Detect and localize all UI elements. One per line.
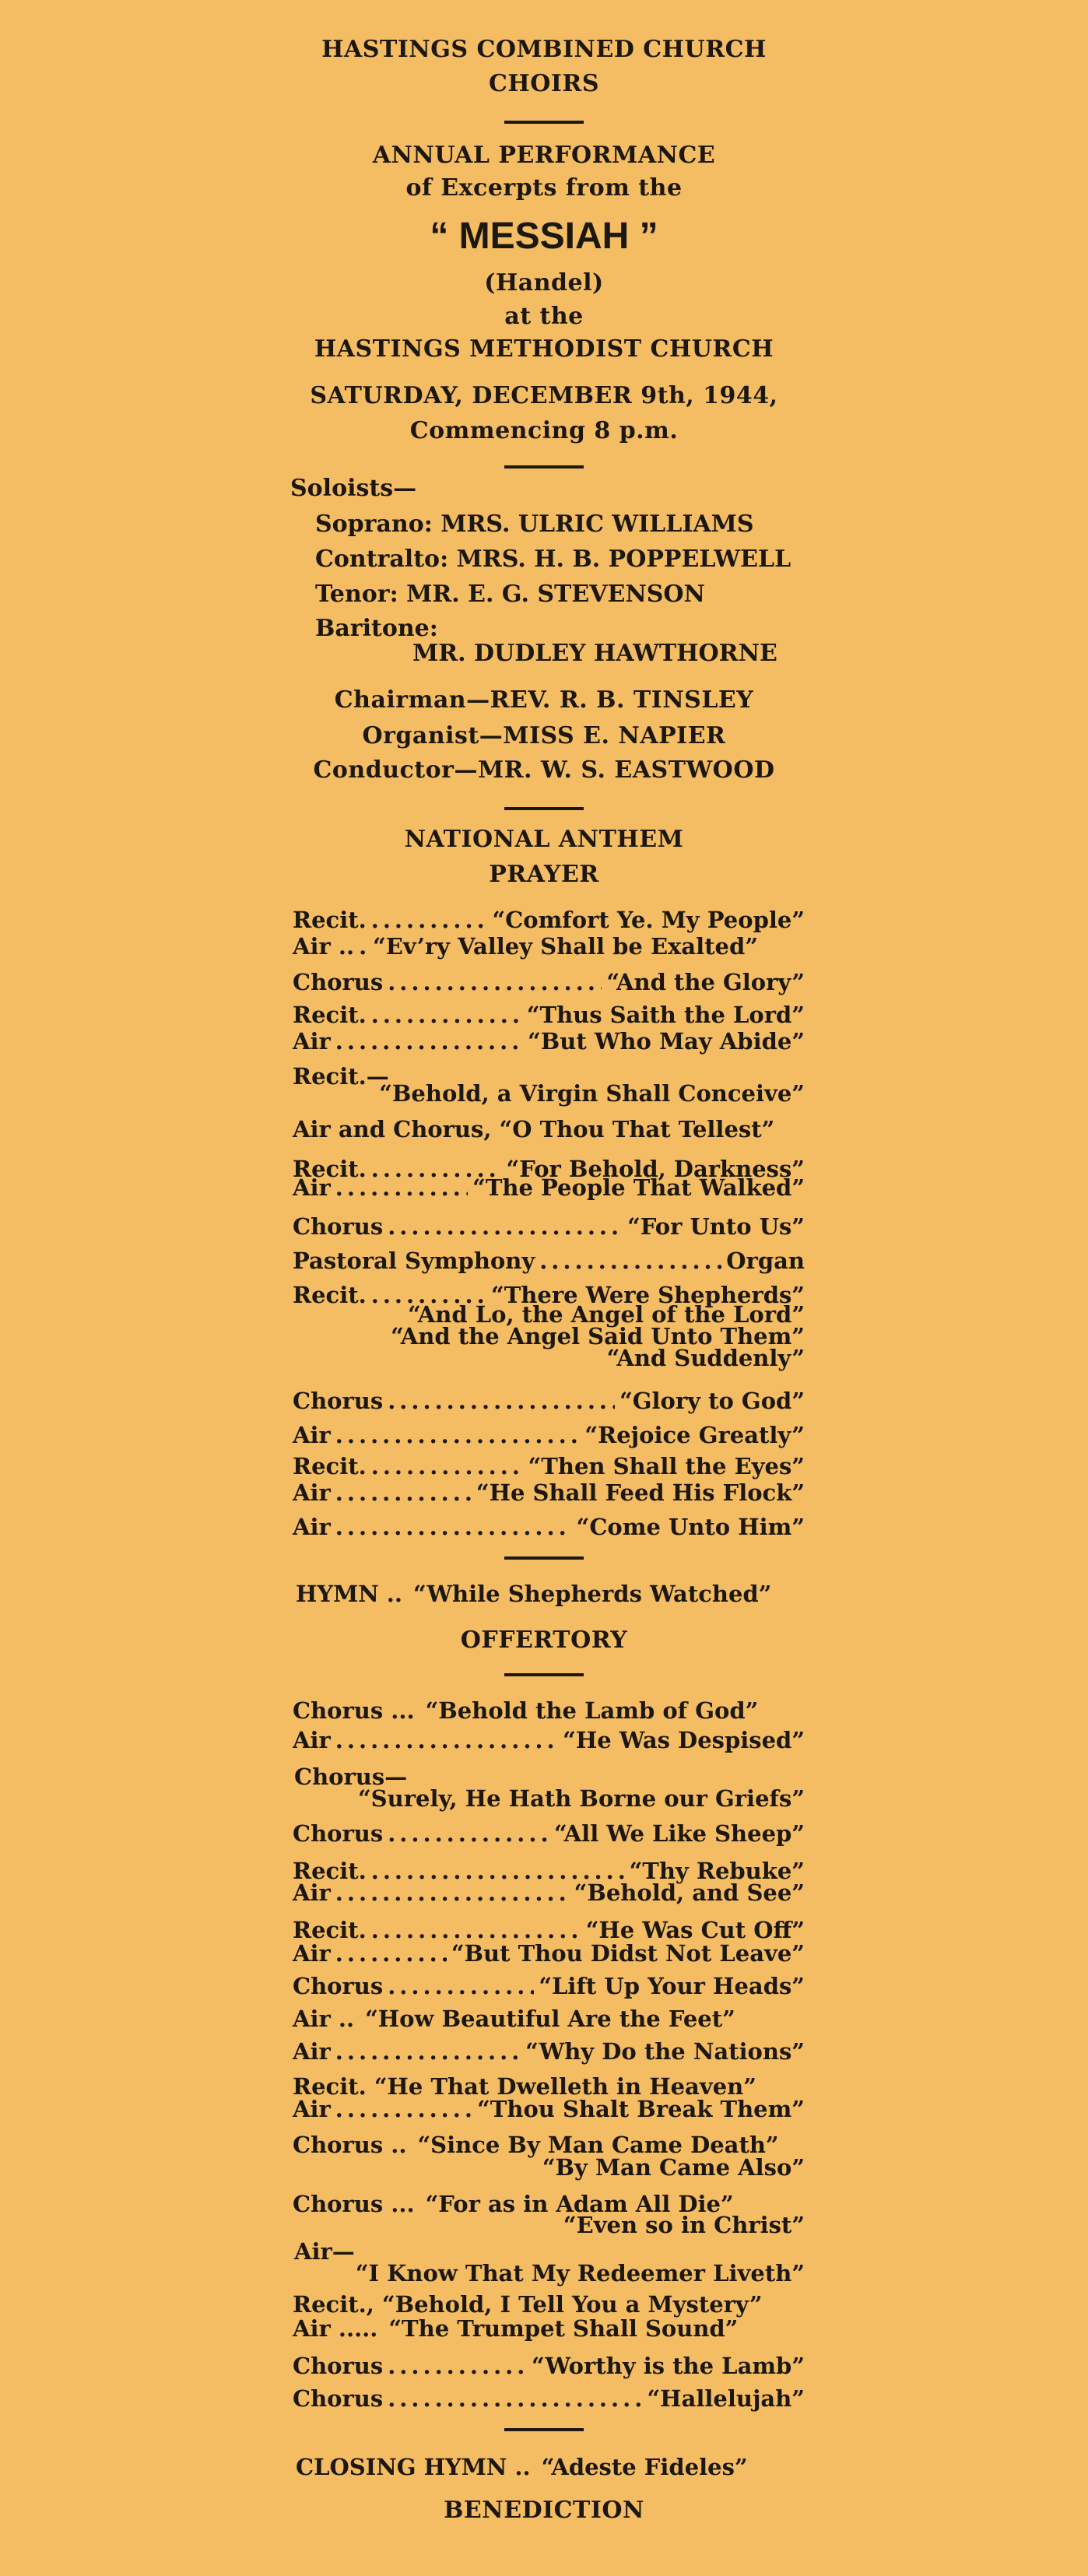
divider-rule (504, 2428, 584, 2431)
venue: HASTINGS METHODIST CHURCH (314, 335, 774, 363)
programme-item: CLOSING HYMN .. “Adeste Fideles” (296, 2454, 748, 2480)
programme-item-label: Recit.— (293, 1063, 389, 1090)
benediction: BENEDICTION (444, 2497, 644, 2524)
divider-rule (504, 465, 584, 469)
soloists-heading: Soloists— (290, 475, 417, 502)
programme-item: Recit. “He That Dwelleth in Heaven” (293, 2073, 756, 2100)
programme-item: Recit. ..... “Comfort Ye. My People” (293, 904, 805, 935)
programme-item: Pastoral Symphony ..... Organ (293, 1245, 805, 1276)
divider-rule (504, 807, 584, 810)
programme-item-title: “And the Angel Said Unto Them” (391, 1323, 805, 1349)
programme-item-title: “And Lo, the Angel of the Lord” (408, 1301, 805, 1328)
programme-item: Air and Chorus, “O Thou That Tellest” (293, 1116, 775, 1142)
organist: Organist—MISS E. NAPIER (362, 722, 726, 749)
soloist-tenor: Tenor: MR. E. G. STEVENSON (315, 581, 705, 608)
soloist-baritone-label: Baritone: (315, 615, 438, 642)
programme-item-title: “Behold, a Virgin Shall Conceive” (379, 1080, 805, 1107)
programme-item: Chorus .. “Since By Man Came Death” (293, 2132, 779, 2158)
divider-rule (504, 121, 584, 124)
composer: (Handel) (484, 269, 604, 297)
programme-item: Air ..... “The Trumpet Shall Sound” (293, 2315, 739, 2342)
soloist-baritone-name: MR. DUDLEY HAWTHORNE (412, 640, 777, 667)
programme-item: Air ..... “He Was Despised” (293, 1725, 805, 1756)
conductor: Conductor—MR. W. S. EASTWOOD (313, 756, 775, 784)
programme-item: Air ..... “Come Unto Him” (293, 1511, 805, 1542)
programme-item: Chorus ..... “And the Glory” (293, 967, 805, 998)
programme-item: Air .. “How Beautiful Are the Feet” (293, 2006, 735, 2032)
programme-item: Chorus ..... “Lift Up Your Heads” (293, 1971, 805, 2002)
offertory: OFFERTORY (460, 1627, 628, 1654)
programme-item: Recit. ..... “Thy Rebuke” (293, 1855, 805, 1886)
programme-item: Chorus ..... “Hallelujah” (293, 2383, 805, 2414)
annual-performance: ANNUAL PERFORMANCE (372, 142, 716, 169)
chairman: Chairman—REV. R. B. TINSLEY (334, 686, 754, 714)
programme-item: Recit., “Behold, I Tell You a Mystery” (293, 2291, 763, 2318)
national-anthem: NATIONAL ANTHEM (404, 826, 684, 853)
programme-item: Recit. ..... “Then Shall the Eyes” (293, 1451, 805, 1482)
programme-item: Air ..... “The People That Walked” (293, 1172, 805, 1203)
programme-item: Air .. ..... “Ev’ry Valley Shall be Exalted” (293, 931, 805, 962)
performance-time: Commencing 8 p.m. (409, 417, 679, 444)
programme-item-title: “Surely, He Hath Borne our Griefs” (358, 1785, 805, 1812)
programme-item-title: “And Suddenly” (606, 1345, 805, 1371)
programme-item: Air ..... “Why Do the Nations” (293, 2036, 805, 2067)
soloist-soprano: Soprano: MRS. ULRIC WILLIAMS (315, 511, 754, 538)
programme-item: Chorus ..... “Worthy is the Lamb” (293, 2350, 805, 2381)
programme-item: Air ..... “Rejoice Greatly” (293, 1420, 805, 1451)
programme-item: Chorus ..... “All We Like Sheep” (293, 1818, 805, 1849)
programme-item-title: “Even so in Christ” (563, 2212, 805, 2238)
programme-item: Chorus ... “Behold the Lamb of God” (293, 1697, 759, 1724)
excerpts-line: of Excerpts from the (405, 174, 683, 202)
page-title: “ MESSIAH ” (430, 216, 658, 257)
programme-item: Chorus ..... “Glory to God” (293, 1385, 805, 1416)
programme-item-label: Chorus— (294, 1764, 408, 1790)
org-line-2: CHOIRS (489, 70, 599, 97)
programme-item: Air ..... “But Thou Didst Not Leave” (293, 1938, 805, 1969)
programme-item: Recit. ..... “For Behold, Darkness” (293, 1153, 805, 1184)
at-line: at the (504, 303, 584, 330)
programme-item: Air ..... “He Shall Feed His Flock” (293, 1477, 805, 1508)
org-line-1: HASTINGS COMBINED CHURCH (321, 36, 767, 63)
programme-item: Recit. ..... “He Was Cut Off” (293, 1914, 805, 1946)
programme-item-title: “I Know That My Redeemer Liveth” (355, 2260, 805, 2286)
programme-item: Air ..... “Behold, and See” (293, 1877, 805, 1908)
programme-item: Air ..... “But Who May Abide” (293, 1026, 805, 1057)
prayer: PRAYER (489, 861, 599, 888)
soloist-contralto: Contralto: MRS. H. B. POPPELWELL (315, 546, 791, 573)
programme-item: Air ..... “Thou Shalt Break Them” (293, 2093, 805, 2125)
programme-item: Recit. ..... “Thus Saith the Lord” (293, 999, 805, 1030)
performance-date: SATURDAY, DECEMBER 9th, 1944, (310, 382, 778, 409)
programme-item: Recit. ..... “There Were Shepherds” (293, 1279, 805, 1311)
divider-rule (504, 1673, 584, 1676)
programme-item: Chorus ..... “For Unto Us” (293, 1211, 805, 1242)
divider-rule (504, 1556, 584, 1560)
programme-item: HYMN .. “While Shepherds Watched” (296, 1581, 772, 1607)
programme-item: Chorus ... “For as in Adam All Die” (293, 2191, 734, 2217)
programme-item-title: “By Man Came Also” (542, 2154, 805, 2181)
programme-item-label: Air— (294, 2238, 355, 2265)
